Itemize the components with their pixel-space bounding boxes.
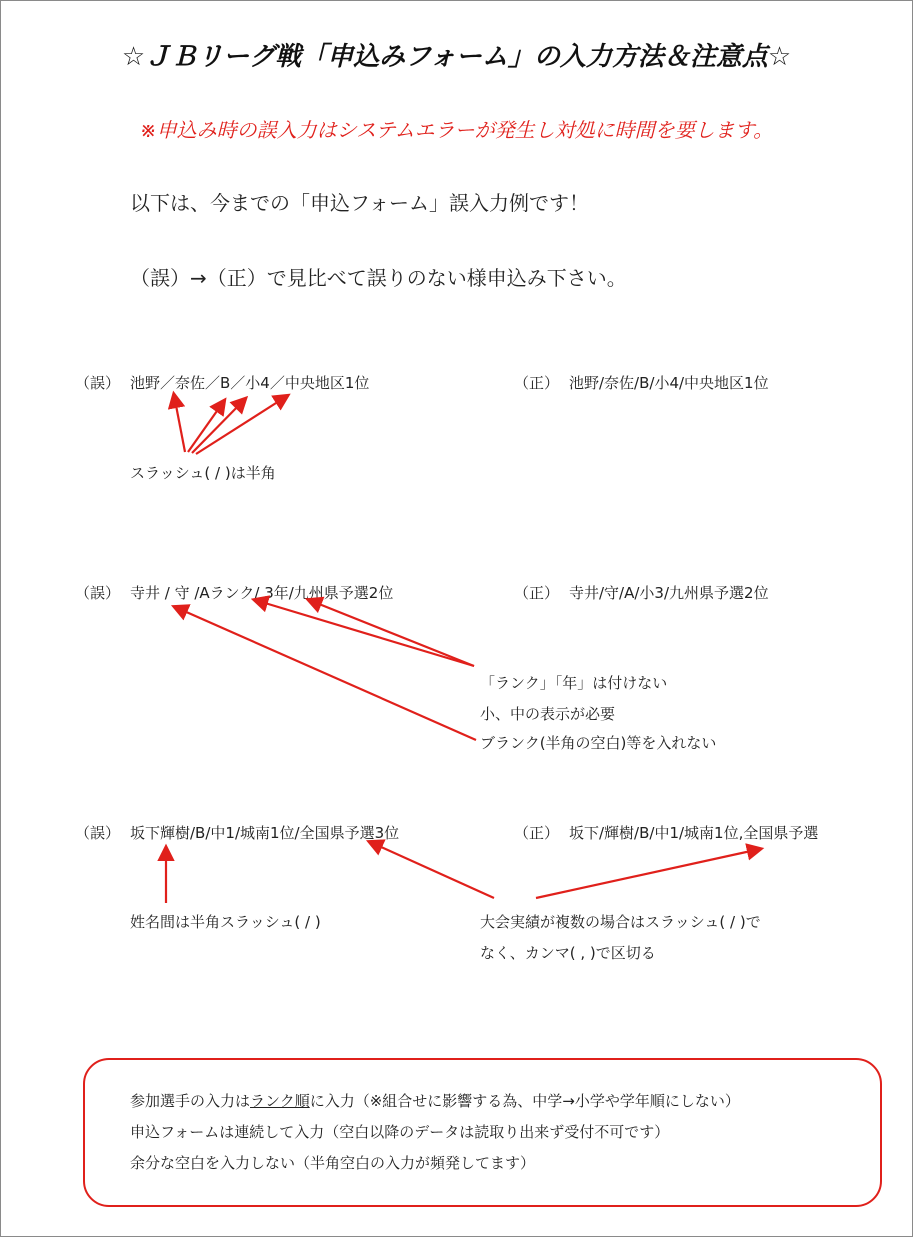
example-1-note: スラッシュ( / )は半角 [130, 464, 276, 482]
example-3-wrong: 坂下輝樹/B/中1/城南1位/全国県予選3位 [130, 824, 400, 842]
example-1-wrong: 池野／奈佐／B／小4／中央地区1位 [130, 374, 370, 392]
page-title: ☆ＪＢリーグ戦「申込みフォーム」の入力方法＆注意点☆ [121, 42, 792, 72]
intro-line-1: 以下は、今までの「申込フォーム」誤入力例です！ [130, 191, 589, 215]
correct-label: （正） [514, 584, 560, 602]
example-1-correct: 池野/奈佐/B/小4/中央地区1位 [569, 374, 769, 392]
correct-label: （正） [514, 824, 560, 842]
example-2-note-3: ブランク(半角の空白)等を入れない [480, 734, 717, 752]
example-3-note-3: なく、カンマ( , )で区切る [480, 944, 656, 962]
box-line-3: 余分な空白を入力しない（半角空白の入力が頻発してます） [130, 1154, 536, 1172]
wrong-label: （誤） [75, 584, 121, 602]
example-2-note-1: 「ランク」「年」は付けない [480, 674, 668, 692]
wrong-label: （誤） [75, 374, 121, 392]
correct-label: （正） [514, 374, 560, 392]
underlined-rank-order: ランク順 [250, 1092, 310, 1110]
example-2-note-2: 小、中の表示が必要 [480, 705, 616, 723]
example-2-correct: 寺井/守/A/小3/九州県予選2位 [569, 584, 769, 602]
wrong-label: （誤） [75, 824, 121, 842]
intro-line-2: （誤）→（正）で見比べて誤りのない様申込み下さい。 [130, 266, 627, 290]
box-line-2: 申込フォームは連続して入力（空白以降のデータは読取り出来ず受付不可です） [130, 1123, 670, 1141]
example-3-note-2: 大会実績が複数の場合はスラッシュ( / )で [480, 913, 761, 931]
box-line-1: 参加選手の入力はランク順に入力（※組合せに影響する為、中学→小学や学年順にしない） [130, 1092, 740, 1110]
example-3-correct: 坂下/輝樹/B/中1/城南1位,全国県予選 [569, 824, 819, 842]
example-2-wrong: 寺井 / 守 /Aランク/ 3年/九州県予選2位 [130, 584, 394, 602]
warning-text: ※申込み時の誤入力はシステムエラーが発生し対処に時間を要します。 [139, 118, 774, 142]
example-3-note-1: 姓名間は半角スラッシュ( / ) [130, 913, 321, 931]
